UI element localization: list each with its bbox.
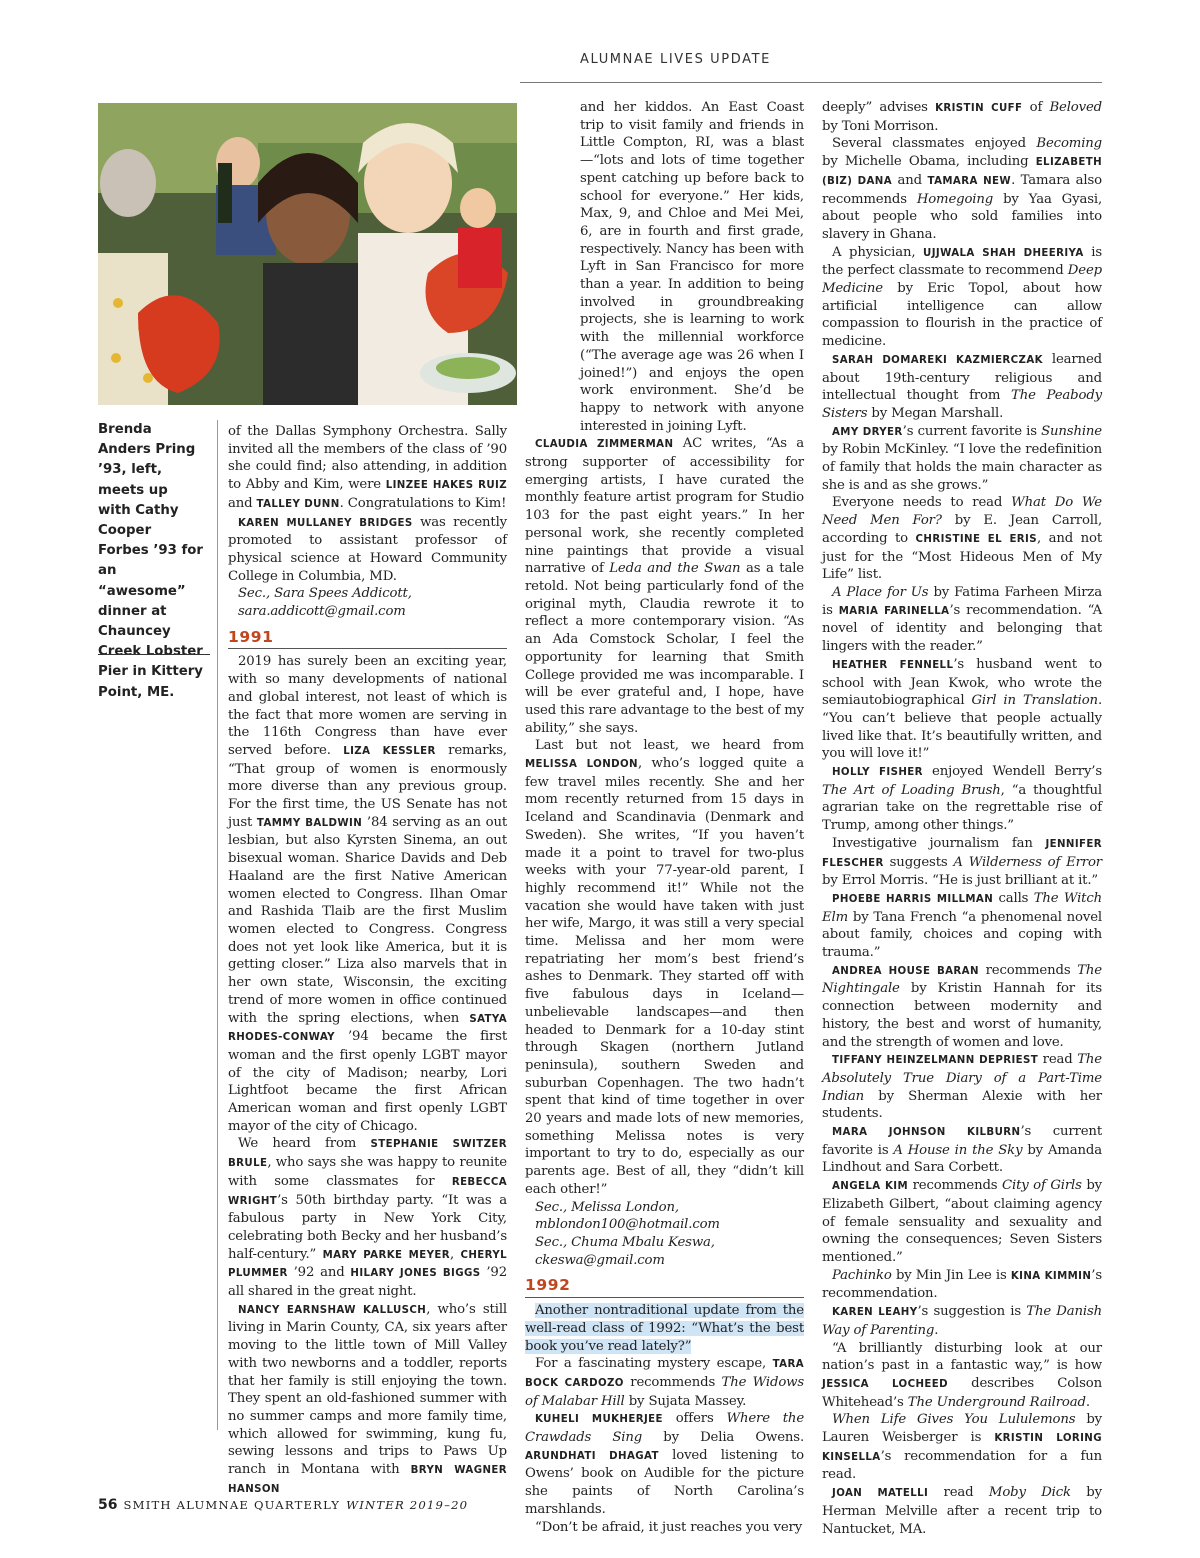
col2-paragraph: “Don’t be afraid, it just reaches you very bbox=[535, 1519, 803, 1535]
col3-paragraph: MARA JOHNSON KILBURN’s current favorite is A House in the Sky by Amanda Lindhout and Sara Corbett. bbox=[822, 1124, 1102, 1176]
col2-paragraph: Last but not least, we heard from MELISSA LONDON, who’s logged quite a few travel miles recently. She and her mom recently returned from 15 days in Iceland and Scandinavia (Denmark and Sweden). She writes, “If you haven’t made it a point to travel for two-plus weeks with your 77-year-old parent, I highly recommend it!” While not the vacation she would have taken with just her wife, Margo, it was still a very special time. Melissa and her mom were repatriating her mom’s best friend’s ashes to Denmark. They started off with five fabulous days in Iceland—unbelievable landscapes—and then headed to Denmark for a 10-day stint through Skagen (northern Jutland peninsula), southern Sweden and suburban Copenhagen. The two hadn’t spent that kind of time together in over 20 years and made lots of new memories, something Melissa notes is very important to try to do, especially as our parents age. Best of all, they “didn’t kill each other!” bbox=[525, 738, 804, 1197]
col3-paragraph: HEATHER FENNELL’s husband went to school with Jean Kwok, who wrote the semiautobiographical Girl in Translation. “You can’t believe that people actually lived like that. It’s beautifully written, and you will love it!” bbox=[822, 656, 1102, 762]
col3-paragraph: AMY DRYER’s current favorite is Sunshine by Robin McKinley. “I love the redefinition of family that holds the main character as she is and as she grows.” bbox=[822, 423, 1102, 493]
col3-paragraph: deeply” advises KRISTIN CUFF of Beloved by Toni Morrison. bbox=[822, 100, 1102, 134]
publication-name: SMITH ALUMNAE QUARTERLY bbox=[123, 1498, 341, 1512]
secretary-email: mblondon100@hotmail.com bbox=[535, 1217, 720, 1233]
secretary-name: Sec., Chuma Mbalu Keswa, bbox=[535, 1235, 715, 1250]
col3-paragraph: When Life Gives You Lululemons by Lauren Weisberger is KRISTIN LORING KINSELLA’s recommendation for a fun read. bbox=[822, 1412, 1103, 1483]
column-1 bbox=[228, 423, 507, 1498]
col1-paragraph: NANCY EARNSHAW KALLUSCH, who’s still living in Marin County, CA, six years after moving to the little town of Mill Valley with two newborns and a toddler, reports that her family is still enjoying the town. They spent an old-fashioned summer with no summer camps and more family time, which allowed for swimming, kung fu, sewing lessons and trips to Paws Up ranch in Montana with BRYN WAGNER HANSON bbox=[228, 1301, 507, 1495]
col3-paragraph: A Place for Us by Fatima Farheen Mirza is MARIA FARINELLA’s recommendation. “A novel of identity and belonging that lingers with the reader.” bbox=[822, 584, 1102, 655]
col2-paragraph: and her kiddos. An East Coast trip to visit family and friends in Little Compton, RI, was a blast—“lots and lots of time together spent catching up before back to school for everyone.” Her kids, Max, 9, and Chloe and Mei Mei, 6, are in fourth and first grade, respectively. Nancy has been with Lyft in San Francisco for more than a year. In addition to being involved in groundbreaking projects, she is learning to work with the millennial workforce (“The average age was 26 when I joined!”) and enjoys the open work environment. She’d be happy to network with anyone interested in joining Lyft. bbox=[580, 100, 804, 434]
issue-season: WINTER 2019–20 bbox=[346, 1498, 469, 1512]
col3-paragraph: Several classmates enjoyed Becoming by Michelle Obama, including ELIZABETH (BIZ) DANA and TAMARA NEW. Tamara also recommends Homegoing by Yaa Gyasi, about people who sold families into slavery in Ghana. bbox=[822, 136, 1103, 242]
col3-paragraph: TIFFANY HEINZELMANN DEPRIEST read The Absolutely True Diary of a Part-Time Indian by Sherman Alexie with her students. bbox=[822, 1052, 1102, 1122]
col3-paragraph: JOAN MATELLI read Moby Dick by Herman Melville after a recent trip to Nantucket, MA. bbox=[822, 1485, 1102, 1537]
class-year-heading: 1991 bbox=[228, 629, 507, 650]
col1-paragraph: 2019 has surely been an exciting year, with so many developments of national and global interest, not least of which is the fact that more women are serving in the 116th Congress than have ever served before. LIZA KESSLER remarks, “That group of women is enormously more diverse than any previous group. For the first time, the US Senate has not just TAMMY BALDWIN ’84 serving as an out lesbian, but also Kyrsten Sinema, an out bisexual woman. Sharice Davids and Deb Haaland are the first Native American women elected to Congress. Ilhan Omar and Rashida Tlaib are the first Muslim women elected to Congress. Congress does not yet look like America, but it is getting closer.” Liza also marvels that in her own state, Wisconsin, the exciting trend of more women in office continued with the spring elections, when SATYA RHODES-CONWAY ’94 became the first woman and the first openly LGBT mayor of the city of Madison; nearby, Lori Lightfoot became the first African American woman and first openly LGBT mayor of the city of Chicago. bbox=[228, 654, 508, 1134]
col3-paragraph: Investigative journalism fan JENNIFER FLESCHER suggests A Wilderness of Error by Errol Morris. “He is just brilliant at it.” bbox=[822, 835, 1102, 889]
page-footer bbox=[98, 1497, 468, 1513]
secretary-email: ckeswa@gmail.com bbox=[535, 1252, 665, 1268]
photo-illustration bbox=[98, 103, 517, 405]
photo bbox=[98, 103, 517, 405]
col1-paragraph: KAREN MULLANEY BRIDGES was recently promoted to assistant professor of physical science at Howard Community College in Columbia, MD. bbox=[228, 514, 507, 584]
col2-paragraph: CLAUDIA ZIMMERMAN AC writes, “As a strong supporter of accessibility for emerging artists, I have curated the monthly feature artist program for Studio 103 for the past eight years.” In her personal work, she recently completed nine paintings that provide a visual narrative of Leda and the Swan as a tale retold. Not being particularly fond of the original myth, Claudia rewrote it to reflect a more contemporary vision. “As an Ada Comstock Scholar, I feel the opportunity for learning that Smith College provided me was incomparable. I will be ever grateful and, I hope, have used this rare advantage to the best of my ability,” she says. bbox=[525, 436, 804, 736]
caption-divider bbox=[98, 654, 210, 655]
col3-paragraph: ANDREA HOUSE BARAN recommends The Nightingale by Kristin Hannah for its connection between modernity and history, the best and worst of humanity, and the strength of women and love. bbox=[822, 962, 1102, 1050]
section-title: ALUMNAE LIVES UPDATE bbox=[580, 52, 771, 67]
col3-paragraph: Everyone needs to read What Do We Need Men For? by E. Jean Carroll, according to CHRISTINE EL ERIS, and not just for the “Most Hideous Men of My Life” list. bbox=[822, 495, 1103, 583]
col2-intro-paragraph bbox=[525, 1302, 804, 1355]
col1-paragraph: We heard from STEPHANIE SWITZER BRULE, who says she was happy to reunite with some classmates for REBECCA WRIGHT’s 50th birthday party. “It was a fabulous party in New York City, celebrating both Becky and her husband’s half-century.” MARY PARKE MEYER, CHERYL PLUMMER ’92 and HILARY JONES BIGGS ’92 all shared in the great night. bbox=[228, 1136, 507, 1300]
section-header bbox=[520, 50, 1102, 83]
col3-paragraph: “A brilliantly disturbing look at our nation’s past in a fantastic way,” is how JESSICA LOCHEED describes Colson Whitehead’s The Underground Railroad. bbox=[822, 1340, 1102, 1410]
col3-paragraph: ANGELA KIM recommends City of Girls by Elizabeth Gilbert, “about claiming agency of female sensuality and sexuality and owning the consequences; Seven Sisters mentioned.” bbox=[822, 1178, 1103, 1265]
col2-paragraph: For a fascinating mystery escape, TARA BOCK CARDOZO recommends The Widows of Malabar Hill by Sujata Massey. bbox=[525, 1356, 804, 1409]
col3-paragraph: PHOEBE HARRIS MILLMAN calls The Witch Elm by Tana French “a phenomenal novel about family, choices and coping with trauma.” bbox=[822, 890, 1102, 961]
col3-paragraph: SARAH DOMAREKI KAZMIERCZAK learned about 19th-century religious and intellectual thought from The Peabody Sisters by Megan Marshall. bbox=[822, 351, 1102, 421]
secretary-name: Sec., Melissa London, bbox=[535, 1199, 679, 1215]
column-3 bbox=[822, 99, 1102, 1538]
column-divider bbox=[217, 420, 218, 1430]
col3-paragraph: HOLLY FISHER enjoyed Wendell Berry’s The Art of Loading Brush, “a thoughtful agrarian take on the regrettable rise of Trump, among other things.” bbox=[822, 764, 1102, 834]
column-2 bbox=[525, 99, 804, 1536]
page-number: 56 bbox=[98, 1497, 118, 1513]
highlighted-text: Another nontraditional update from the well-read class of 1992: “What’s the best book you’ve read lately?” bbox=[525, 1303, 804, 1354]
secretary-name: Sec., Sara Spees Addicott, bbox=[238, 586, 412, 602]
col1-paragraph: of the Dallas Symphony Orchestra. Sally invited all the members of the class of ’90 she could find; also attending, in addition to Abby and Kim, were LINZEE HAKES RUIZ and TALLEY DUNN. Congratulations to Kim! bbox=[228, 424, 508, 511]
class-year-heading: 1992 bbox=[525, 1277, 804, 1298]
col3-paragraph: A physician, UJJWALA SHAH DHEERIYA is the perfect classmate to recommend Deep Medicine by Eric Topol, about how artificial intelligence can allow compassion to flourish in the practice of medicine. bbox=[822, 244, 1102, 350]
col3-paragraph: Pachinko by Min Jin Lee is KINA KIMMIN’s recommendation. bbox=[822, 1267, 1103, 1302]
col3-paragraph: KAREN LEAHY’s suggestion is The Danish Way of Parenting. bbox=[822, 1304, 1102, 1338]
col2-paragraph: KUHELI MUKHERJEE offers Where the Crawdads Sing by Delia Owens. ARUNDHATI DHAGAT loved listening to Owens’ book on Audible for the picture she paints of North Carolina’s marshlands. bbox=[525, 1411, 805, 1517]
photo-caption: Brenda Anders Pring ’93, left, meets up with Cathy Cooper Forbes ’93 for an “awesome” dinner at Chauncey Creek Lobster Pier in Kittery Point, ME. bbox=[98, 422, 203, 700]
secretary-email: sara.addicott@gmail.com bbox=[238, 604, 406, 620]
